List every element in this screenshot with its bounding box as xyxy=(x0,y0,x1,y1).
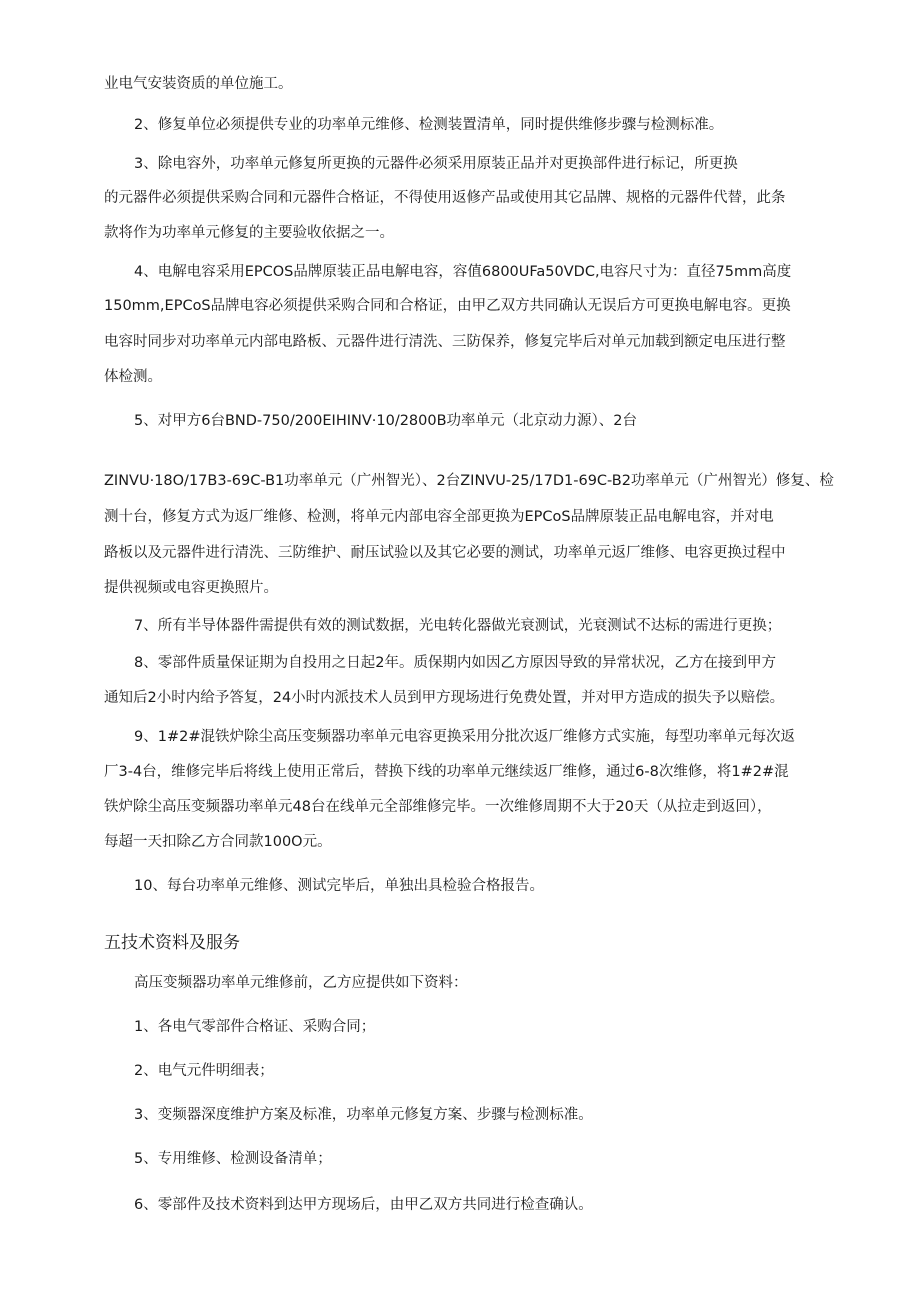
text-line: 5、对甲方6台BND-750/200EIHINV·10/2800B功率单元（北京动力源）、2台 xyxy=(134,413,638,429)
section-heading: 五技术资料及服务 xyxy=(104,933,240,953)
text-line: 铁炉除尘高压变频器功率单元48台在线单元全部维修完毕。一次维修周期不大于20天（从拉走到返回）， xyxy=(104,799,772,815)
text-line: 通知后2小时内给予答复，24小时内派技术人员到甲方现场进行免费处置，并对甲方造成的损失予以赔偿。 xyxy=(104,690,785,706)
text-line: 150mm,EPCoS品牌电容必须提供采购合同和合格证，由甲乙双方共同确认无误后方可更换电解电容。更换 xyxy=(104,298,791,314)
text-line: 的元器件必须提供采购合同和元器件合格证，不得使用返修产品或使用其它品牌、规格的元器件代替，此条 xyxy=(104,190,786,206)
text-line: ZINVU·18O/17B3-69C-B1功率单元（广州智光）、2台ZINVU-25/17D1-69C-B2功率单元（广州智光）修复、检 xyxy=(104,473,834,489)
text-line: 7、所有半导体器件需提供有效的测试数据，光电转化器做光衰测试，光衰测试不达标的需进行更换； xyxy=(134,618,782,634)
text-line: 8、零部件质量保证期为自投用之日起2年。质保期内如因乙方原因导致的异常状况，乙方在接到甲方 xyxy=(134,655,776,671)
text-line: 10、每台功率单元维修、测试完毕后，单独出具检验合格报告。 xyxy=(134,878,544,894)
text-line: 厂3-4台，维修完毕后将线上使用正常后，替换下线的功率单元继续返厂维修，通过6-8次维修，将1#2#混 xyxy=(104,764,789,780)
text-line: 体检测。 xyxy=(104,369,162,385)
text-line: 3、除电容外，功率单元修复所更换的元器件必须采用原装正品并对更换部件进行标记，所更换 xyxy=(134,156,738,172)
text-line: 3、变频器深度维护方案及标准，功率单元修复方案、步骤与检测标准。 xyxy=(134,1107,593,1123)
text-line: 1、各电气零部件合格证、采购合同； xyxy=(134,1019,376,1035)
text-line: 款将作为功率单元修复的主要验收依据之一。 xyxy=(104,225,394,241)
text-line: 5、专用维修、检测设备清单； xyxy=(134,1151,332,1167)
text-line: 每超一天扣除乙方合同款100O元。 xyxy=(104,834,332,850)
text-line: 提供视频或电容更换照片。 xyxy=(104,580,278,596)
text-line: 6、零部件及技术资料到达甲方现场后，由甲乙双方共同进行检查确认。 xyxy=(134,1197,593,1213)
text-line: 路板以及元器件进行清洗、三防维护、耐压试验以及其它必要的测试，功率单元返厂维修、电容更换过程中 xyxy=(104,545,786,561)
text-line: 2、电气元件明细表； xyxy=(134,1063,274,1079)
text-line: 2、修复单位必须提供专业的功率单元维修、检测装置清单，同时提供维修步骤与检测标准。 xyxy=(134,117,724,133)
text-line: 高压变频器功率单元维修前，乙方应提供如下资料： xyxy=(134,975,468,991)
text-line: 电容时同步对功率单元内部电路板、元器件进行清洗、三防保养，修复完毕后对单元加载到额定电压进行整 xyxy=(104,334,786,350)
text-line: 9、1#2#混铁炉除尘高压变频器功率单元电容更换采用分批次返厂维修方式实施，每型功率单元每次返 xyxy=(134,729,795,745)
text-line: 测十台，修复方式为返厂维修、检测，将单元内部电容全部更换为EPCoS品牌原装正品电解电容，并对电 xyxy=(104,509,774,525)
text-line: 业电气安装资质的单位施工。 xyxy=(104,76,293,92)
text-line: 4、电解电容采用EPCOS品牌原装正品电解电容，容值6800UFa50VDC,电容尺寸为：直径75mm高度 xyxy=(134,264,792,280)
